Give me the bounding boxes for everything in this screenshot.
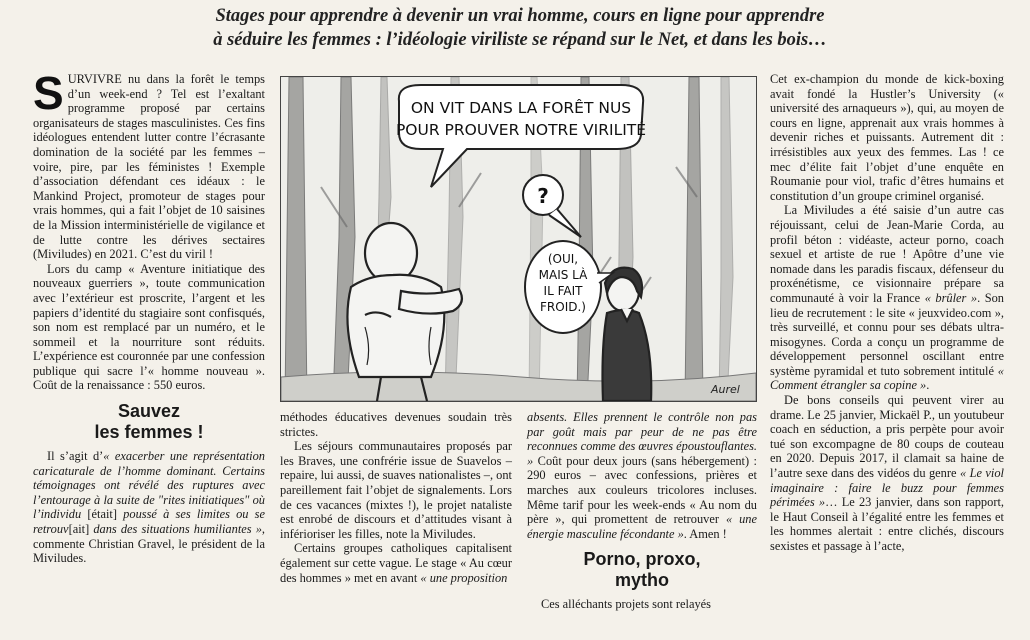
quote-run: absents. Elles prennent le contrôle non pas par goût mais par peur de ne pas être reconnues comme des œuvres époustouflantes. » — [527, 410, 757, 468]
subheading-line-1: Porno, proxo, — [583, 549, 701, 570]
bubble-1-line-2: POUR PROUVER NOTRE VIRILITÉ — [395, 121, 647, 139]
paragraph-1-text: nu dans la forêt le temps d’un week-end ? Tel est l’exaltant programme proposé par certains organisateurs de stages masculinistes. Ces fins idéologues entendent lutter contre l’écrasante domination de la société par les femmes – voire, pire, par les féministes ! Exemple d’association défendant ces idéaux : le Mankind Project, promoteur de stages pour vrais hommes, qui a fait l’objet de 10 saisines de la Mission interministérielle de vigilance et de lutte contre les dérives sectaires (Miviludes) en 2021. C’est du viril ! — [33, 72, 265, 262]
quote-run: « une proposition — [420, 570, 508, 585]
subheading-line-2: les femmes ! — [94, 422, 204, 443]
text-run: . — [926, 378, 930, 393]
text-run: . Amen ! — [683, 526, 727, 541]
quote-run: « brûler » — [924, 290, 978, 305]
text-run: … Le 23 janvier, dans son rapport, le Haut Conseil à l’égalité entre les femmes et les hommes alertait : entre clichés, discours sexistes et passage à l’acte, — [770, 495, 1004, 553]
deck-line-2: à séduire les femmes : l’idéologie viriliste se répand sur le Net, et dans les bois… — [213, 30, 827, 50]
text-run: [ait] — [68, 522, 90, 537]
quote-run: poussé à ses limites ou se retrouv — [33, 507, 266, 537]
column-2 — [280, 410, 512, 585]
paragraph-2 — [770, 203, 1004, 393]
bubble-3-line-1: (OUI, — [547, 252, 579, 266]
paragraph-2: Les séjours communautaires proposés par les Braves, une confrérie issue de Suavelos – repaire, lui aussi, de suaves nationalistes –, ont pareillement fait l’objet de signalements. Lors de ces vacances (mixtes !), le projet nataliste est enrobé de discours et d’attitudes visant à inférioriser les filles, note la Miviludes. — [280, 439, 512, 541]
column-3 — [527, 410, 757, 612]
paragraph-2: Lors du camp « Aventure initiatique des nouveaux guerriers », toute communication avec l’extérieur est proscrite, l’argent et les papiers d’identité du stagiaire sont confisqués, son nom est remplacé par un numéro, et le sommeil et la nourriture sont réduits. L’expérience est couronnée par une confession publique qui sacre l’« homme nouveau ». Coût de la renaissance : 550 euros. — [33, 261, 265, 393]
bubble-2-text: ? — [537, 184, 549, 208]
paragraph-1 — [527, 410, 757, 541]
bubble-3-line-3: IL FAIT — [543, 284, 583, 298]
quote-run: dans des situations humiliantes » — [89, 522, 262, 537]
text-run: Il s’agit d’ — [47, 449, 104, 464]
paragraph-2: Ces alléchants projets sont relayés — [541, 597, 711, 612]
quote-run: « exacerber une représentation caricaturale de l’homme dominant. Certains témoignages ont révélé des ruptures avec l’entourage à la suite de "rites initiatiques" où l’individu — [33, 449, 265, 522]
subheading-line-2: mytho — [615, 570, 669, 591]
bubble-3-line-4: FROID.) — [540, 300, 586, 314]
lead-word: URVIVRE — [67, 72, 122, 86]
cartoon-drawing — [281, 77, 756, 401]
quote-run: « Comment étrangler sa copine » — [770, 363, 1004, 393]
paragraph-3 — [33, 449, 265, 566]
quote-run: « une énergie masculine fécondante » — [527, 512, 757, 541]
paragraph-1 — [33, 67, 265, 262]
quote-run: « Le viol imaginaire : faire le buzz pour femmes périmées » — [770, 466, 1004, 510]
subheading-porno — [527, 549, 757, 591]
article-deck — [40, 4, 1000, 52]
text-run: La Miviludes a été saisie d’un autre cas réjouissant, celui de Jean-Marie Corda, au profil béton : vidéaste, acteur porno, coach sexuel et artiste de rue ! Apôtre d’une vie nomade dans les paradis fiscaux, défenseur du proxénétisme, ce visionnaire prépare sa communauté à voir la France — [770, 203, 1004, 305]
deck-line-1: Stages pour apprendre à devenir un vrai homme, cours en ligne pour apprendre — [215, 6, 825, 26]
cartoon-signature: Aurel — [711, 383, 740, 396]
paragraph-3 — [770, 393, 1004, 554]
paragraph-1: Cet ex-champion du monde de kick-boxing avait fondé la Hustler’s University (« université des arnaqueurs »), qui, au moyen de cours en ligne, apprenait aux vrais hommes à devenir riches et puissants. Autrement dit : irrésistibles aux yeux des femmes. Las ! ce mec d’élite fait l’objet d’une enquête en Roumanie pour viol, trafic d’êtres humains et constitution d’un groupe criminel organisé. — [770, 72, 1004, 203]
text-run: , commente Christian Gravel, le président de la Miviludes. — [33, 522, 265, 566]
column-1 — [33, 67, 266, 566]
drop-cap: S — [33, 67, 64, 119]
bubble-3-line-2: MAIS LÀ — [538, 268, 588, 282]
paragraph-1: méthodes éducatives devenues soudain très strictes. — [280, 410, 512, 439]
text-run: . Son lieu de recrutement : le site « jeuxvideo.com », très surveillé, et connu pour ses débats ultra-misogynes. Corda a conçu un programme de développement personnel oscillant entre système pyramidal et tuto sobrement intitulé — [770, 290, 1004, 378]
text-run: De bons conseils qui peuvent virer au drame. Le 25 janvier, Mickaël P., un youtubeur coach en séduction, a pris perpète pour avoir tué son excompagne de 80 coups de couteau en 2020. Depuis 2017, il clamait sa haine de l’autre sexe dans des vidéos du genre — [770, 393, 1004, 481]
column-4 — [770, 72, 1004, 554]
text-run: Coût pour deux jours (sans hébergement) : 290 euros – avec confessions, prières et marches aux couleurs tricolores incluses. Même tarif pour les week-ends « Au nom du père », qui promettent de retrouver — [527, 453, 757, 527]
subheading-sauvez — [33, 401, 265, 443]
subheading-line-1: Sauvez — [117, 401, 181, 422]
text-run: [était] — [87, 507, 117, 522]
cartoon-illustration — [280, 76, 757, 402]
paragraph-3 — [280, 541, 512, 585]
text-run: Certains groupes catholiques capitalisent également sur cette vague. Le stage « Au cœur des hommes » met en avant — [280, 541, 512, 585]
bubble-1-line-1: ON VIT DANS LA FORÊT NUS — [410, 99, 632, 117]
